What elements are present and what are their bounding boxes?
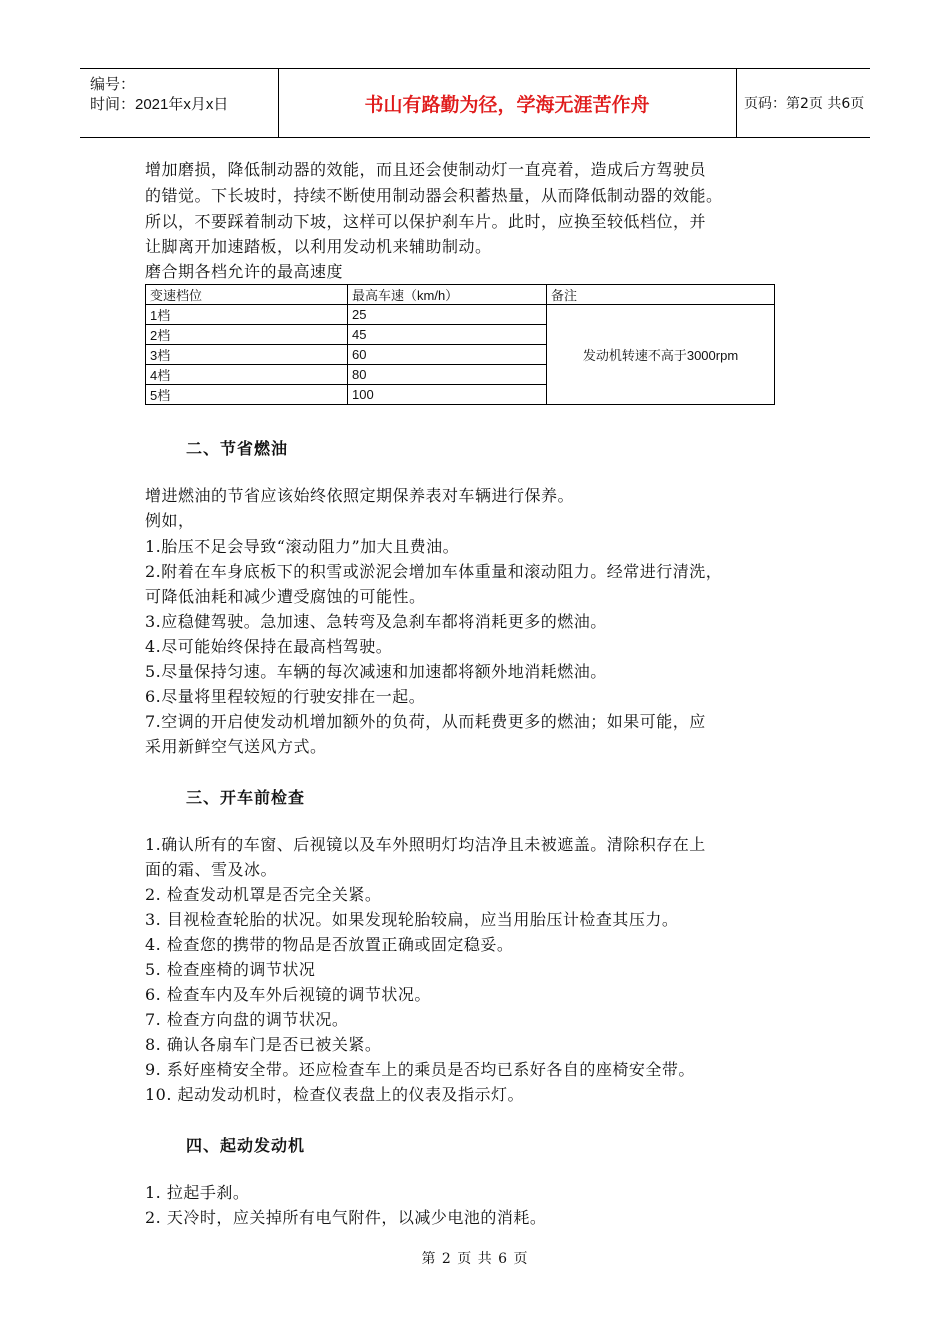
section-heading: 三、开车前检查: [186, 788, 306, 807]
paragraph-line: 2. 检查发动机罩是否完全关紧。: [145, 885, 382, 904]
paragraph-line: 增进燃油的节省应该始终依照定期保养表对车辆进行保养。: [145, 486, 575, 505]
paragraph-line: 2. 天冷时，应关掉所有电气附件，以减少电池的消耗。: [145, 1208, 547, 1227]
speed-cell: 25: [348, 305, 547, 325]
table-caption: 磨合期各档允许的最高速度: [145, 262, 344, 281]
table-header-cell: 备注: [547, 285, 775, 305]
gear-cell: 3档: [146, 345, 348, 365]
speed-table: [145, 284, 775, 405]
table-header-cell: 最高车速（km/h）: [348, 285, 547, 305]
paragraph-line: 4. 检查您的携带的物品是否放置正确或固定稳妥。: [145, 935, 514, 954]
gear-cell: 5档: [146, 385, 348, 405]
gear-cell: 1档: [146, 305, 348, 325]
header-date: 时间：2021年x月x日: [90, 96, 229, 113]
paragraph-line: 8. 确认各扇车门是否已被关紧。: [145, 1035, 382, 1054]
paragraph-line: 例如，: [145, 511, 195, 530]
header-page-number: 页码：第2页 共6页: [744, 96, 865, 112]
paragraph-line: 面的霜、雪及冰。: [145, 860, 278, 879]
speed-cell: 60: [348, 345, 547, 365]
header-number: 编号：: [90, 76, 136, 93]
speed-cell: 100: [348, 385, 547, 405]
section-heading: 二、节省燃油: [186, 439, 289, 458]
intro-line: 所以，不要踩着制动下坡，这样可以保护刹车片。此时，应换至较低档位，并: [145, 212, 707, 231]
paragraph-line: 7.空调的开启使发动机增加额外的负荷，从而耗费更多的燃油；如果可能，应: [145, 712, 706, 731]
paragraph-line: 4.尽可能始终保持在最高档驾驶。: [145, 637, 393, 656]
paragraph-line: 6.尽量将里程较短的行驶安排在一起。: [145, 687, 426, 706]
speed-cell: 45: [348, 325, 547, 345]
page-header: [80, 68, 870, 138]
paragraph-line: 5. 检查座椅的调节状况: [145, 960, 316, 979]
paragraph-line: 1.胎压不足会导致“滚动阻力”加大且费油。: [145, 537, 460, 556]
paragraph-line: 1.确认所有的车窗、后视镜以及车外照明灯均洁净且未被遮盖。清除积存在上: [145, 835, 706, 854]
speed-cell: 80: [348, 365, 547, 385]
section-heading: 四、起动发动机: [186, 1136, 306, 1155]
paragraph-line: 7. 检查方向盘的调节状况。: [145, 1010, 349, 1029]
gear-cell: 4档: [146, 365, 348, 385]
paragraph-line: 2.附着在车身底板下的积雪或淤泥会增加车体重量和滚动阻力。经常进行清洗，: [145, 562, 723, 581]
intro-line: 让脚离开加速踏板，以利用发动机来辅助制动。: [145, 237, 492, 256]
note-cell: 发动机转速不高于3000rpm: [547, 305, 775, 405]
paragraph-line: 采用新鲜空气送风方式。: [145, 737, 327, 756]
paragraph-line: 5.尽量保持匀速。车辆的每次减速和加速都将额外地消耗燃油。: [145, 662, 607, 681]
paragraph-line: 3. 目视检查轮胎的状况。如果发现轮胎较扁，应当用胎压计检查其压力。: [145, 910, 679, 929]
intro-line: 增加磨损，降低制动器的效能，而且还会使制动灯一直亮着，造成后方驾驶员: [145, 160, 707, 179]
table-header-cell: 变速档位: [146, 285, 348, 305]
header-meta: [80, 69, 279, 137]
gear-cell: 2档: [146, 325, 348, 345]
table-row: [146, 305, 775, 325]
paragraph-line: 6. 检查车内及车外后视镜的调节状况。: [145, 985, 431, 1004]
header-motto: 书山有路勤为径，学海无涯苦作舟: [278, 69, 737, 137]
table-header-row: [146, 285, 775, 305]
paragraph-line: 9. 系好座椅安全带。还应检查车上的乘员是否均已系好各自的座椅安全带。: [145, 1060, 695, 1079]
page-footer: 第 2 页 共 6 页: [421, 1251, 529, 1267]
paragraph-line: 可降低油耗和减少遭受腐蚀的可能性。: [145, 587, 426, 606]
paragraph-line: 10. 起动发动机时，检查仪表盘上的仪表及指示灯。: [145, 1085, 525, 1104]
paragraph-line: 1. 拉起手刹。: [145, 1183, 250, 1202]
intro-line: 的错觉。下长坡时，持续不断使用制动器会积蓄热量，从而降低制动器的效能。: [145, 186, 723, 205]
paragraph-line: 3.应稳健驾驶。急加速、急转弯及急刹车都将消耗更多的燃油。: [145, 612, 607, 631]
